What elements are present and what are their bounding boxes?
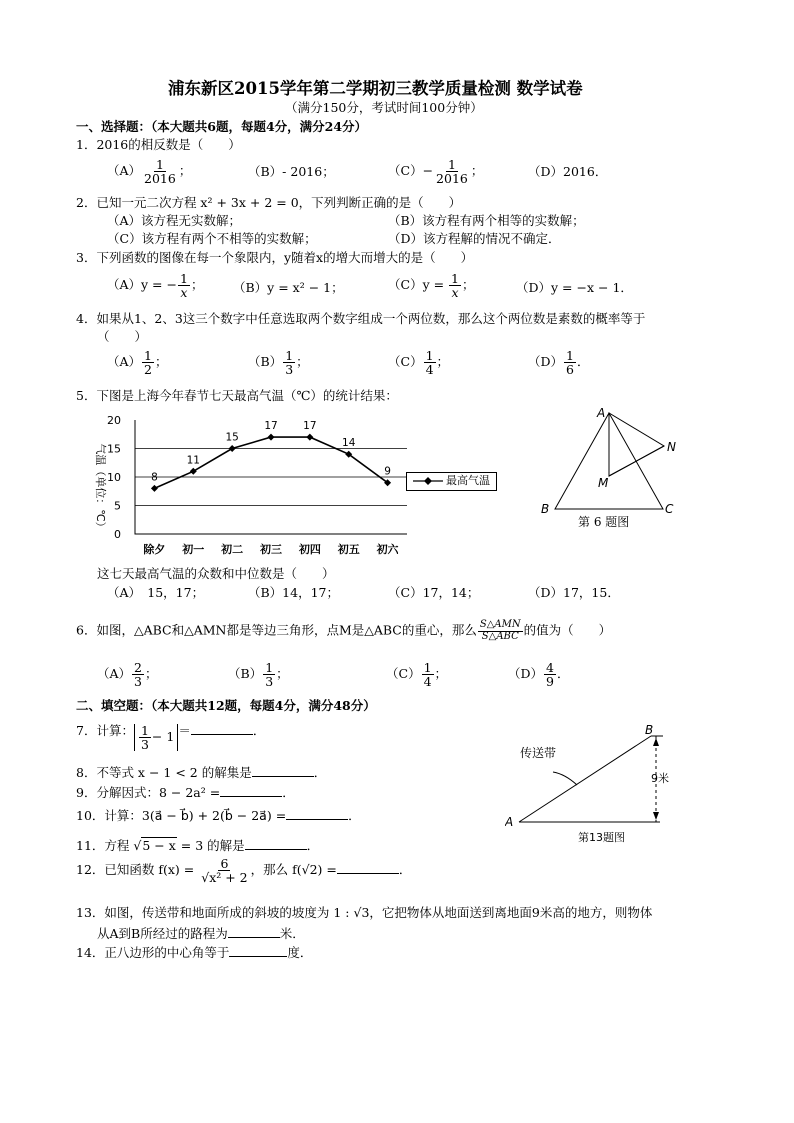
- figure-13-caption: 第13题图: [578, 831, 625, 844]
- fig6-label-m: M: [598, 476, 609, 490]
- temperature-line-chart: [85, 412, 425, 562]
- arrow-up-icon: [653, 738, 659, 746]
- q1-option-a: （A） $\frac{1}{2016}$ ；: [107, 157, 192, 187]
- q2-option-b: （B）该方程有两个相等的实数解；: [388, 213, 585, 228]
- q4-stem: 4．如果从1、2、3这三个数字中任意选取两个数字组成一个两位数，那么这个两位数是素数的概率等于: [76, 311, 646, 326]
- q5-option-d: （D）17，15．: [528, 585, 620, 600]
- q12-answer-blank[interactable]: [337, 861, 399, 874]
- q14-answer-blank[interactable]: [229, 944, 287, 957]
- fig6-label-a: A: [597, 406, 606, 420]
- q5-follow: 这七天最高气温的众数和中位数是（ ）: [97, 566, 335, 581]
- legend-label: 最高气温: [446, 474, 490, 487]
- chart-xtick-label: 初五: [337, 543, 360, 556]
- q4-stem-paren: （ ）: [97, 329, 148, 344]
- chart-data-label: 15: [225, 431, 239, 444]
- chart-xtick-label: 初四: [298, 543, 321, 556]
- q2-option-d: （D）该方程解的情况不确定．: [388, 231, 561, 246]
- chart-xtick-label: 除夕: [143, 543, 166, 556]
- q13-line2: 从A到B所经过的路程为 米．: [97, 926, 305, 941]
- q8: 8．不等式 x − 1 < 2 的解集是 ．: [76, 765, 327, 780]
- chart-data-label: 8: [151, 471, 158, 484]
- belt-pointer-line: [553, 772, 577, 785]
- q4-option-a: （A） $\frac{1}{2}$ ；: [107, 348, 168, 378]
- q10: 10．计算：3(a⃗ − b⃗) + 2(b⃗ − 2a⃗) = ．: [76, 808, 361, 823]
- q3-stem: 3．下列函数的图像在每一个象限内，y随着x的增大而增大的是（ ）: [76, 250, 474, 265]
- q2-stem: 2．已知一元二次方程 x² + 3x + 2 = 0，下列判断正确的是（ ）: [76, 195, 462, 210]
- chart-point: [306, 434, 313, 441]
- q6-option-d: （D） $\frac{4}{9}$ ．: [508, 660, 570, 690]
- q10-answer-blank[interactable]: [286, 807, 348, 820]
- fig13-label-a: A: [505, 815, 514, 829]
- figure-13-conveyor: [505, 722, 685, 832]
- q9-answer-blank[interactable]: [220, 784, 282, 797]
- q3-option-c: （C）y = $\frac{1}{x}$ ；: [388, 271, 475, 301]
- q1-option-b: （B）- 2016；: [248, 164, 335, 179]
- q3-option-a: （A）y = − $\frac{1}{x}$ ；: [107, 271, 204, 301]
- chart-xtick-label: 初三: [260, 543, 282, 556]
- q9: 9．分解因式：8 − 2a² = ．: [76, 785, 295, 800]
- q4-option-b: （B） $\frac{1}{3}$ ；: [248, 348, 309, 378]
- q11-answer-blank[interactable]: [245, 837, 307, 850]
- chart-xtick-label: 初一: [182, 543, 205, 556]
- chart-data-label: 17: [303, 420, 317, 433]
- chart-xtick-label: 初六: [376, 543, 399, 556]
- q3-option-b: （B）y = x² − 1；: [233, 280, 344, 295]
- q6-option-a: （A） $\frac{2}{3}$ ；: [97, 660, 158, 690]
- fig6-label-c: C: [665, 502, 674, 516]
- page-title: 浦东新区2015学年第二学期初三教学质量检测 数学试卷: [168, 79, 583, 98]
- q14: 14．正八边形的中心角等于 度．: [76, 945, 313, 960]
- q5-stem: 5．下图是上海今年春节七天最高气温（℃）的统计结果：: [76, 388, 398, 403]
- arrow-down-icon: [653, 812, 659, 820]
- fig13-height-label: 9米: [651, 772, 669, 785]
- chart-ytick-label: 20: [107, 414, 121, 427]
- q13-line1: 13．如图，传送带和地面所成的斜坡的坡度为 1 : √3，它把物体从地面送到离地面9米高的地方，则物体: [76, 905, 653, 920]
- q5-option-c: （C）17，14；: [388, 585, 480, 600]
- q12: 12．已知函数 f(x) = $\frac{6}{\text{√x² + 2}}$ ，那么 f(√2) = ．: [76, 856, 412, 886]
- fig6-label-b: B: [541, 502, 550, 516]
- chart-ytick-label: 0: [114, 528, 121, 541]
- q4-option-d: （D） $\frac{1}{6}$ ．: [528, 348, 590, 378]
- q5-option-a: （A） 15，17；: [107, 585, 205, 600]
- chart-ytick-label: 10: [107, 471, 121, 484]
- q6-stem: 6．如图，△ABC和△AMN都是等边三角形，点M是△ABC的重心，那么 $\frac{\text{S△AMN}}{\text{S△ABC}}$ 的值为（ ）: [76, 619, 612, 642]
- chart-ylabel: 气温（单位：℃）: [94, 443, 107, 533]
- chart-point: [151, 485, 158, 492]
- section-1-title: 一、选择题：（本大题共6题，每题4分，满分24分）: [76, 119, 368, 134]
- chart-data-label: 11: [186, 454, 200, 467]
- q5-option-b: （B）14，17；: [248, 585, 339, 600]
- q11: 11．方程 √5 − x = 3 的解是 ．: [76, 838, 320, 853]
- q6-option-b: （B） $\frac{1}{3}$ ；: [228, 660, 289, 690]
- q8-answer-blank[interactable]: [252, 764, 314, 777]
- section-2-title: 二、填空题：（本大题共12题，每题4分，满分48分）: [76, 698, 376, 713]
- chart-data-label: 9: [384, 465, 391, 478]
- q13-answer-blank[interactable]: [228, 925, 280, 938]
- q1-stem: 1．2016的相反数是（ ）: [76, 137, 241, 152]
- fig6-label-n: N: [667, 440, 676, 454]
- q7: 7．计算： $\frac{1}{3}$ − 1 ＝ ．: [76, 723, 266, 753]
- fig13-belt-label: 传送带: [520, 746, 557, 760]
- chart-xtick-label: 初二: [221, 543, 244, 556]
- q7-answer-blank[interactable]: [191, 722, 253, 735]
- chart-ytick-label: 5: [114, 499, 121, 513]
- q3-option-d: （D）y = −x − 1．: [516, 280, 633, 295]
- legend-line-icon: [413, 476, 443, 486]
- chart-point: [190, 468, 197, 475]
- q6-option-c: （C） $\frac{1}{4}$ ；: [386, 660, 448, 690]
- q2-option-a: （A）该方程无实数解；: [107, 213, 242, 228]
- chart-data-label: 14: [342, 437, 356, 450]
- figure-6-triangles: [537, 405, 687, 530]
- chart-point: [268, 434, 275, 441]
- fig13-label-b: B: [645, 723, 654, 737]
- figure-6-caption: 第 6 题图: [578, 515, 630, 529]
- q4-option-c: （C） $\frac{1}{4}$ ；: [388, 348, 450, 378]
- q1-option-c: （C）− $\frac{1}{2016}$ ；: [388, 157, 484, 187]
- chart-point: [229, 445, 236, 452]
- chart-data-label: 17: [264, 420, 278, 433]
- chart-legend-box: [406, 472, 497, 491]
- page-subtitle: （满分150分，考试时间100分钟）: [285, 100, 483, 115]
- q2-option-c: （C）该方程有两个不相等的实数解；: [107, 231, 317, 246]
- chart-ytick-label: 15: [107, 442, 121, 456]
- q1-option-d: （D）2016．: [528, 164, 608, 179]
- triangle-amn: [609, 413, 664, 476]
